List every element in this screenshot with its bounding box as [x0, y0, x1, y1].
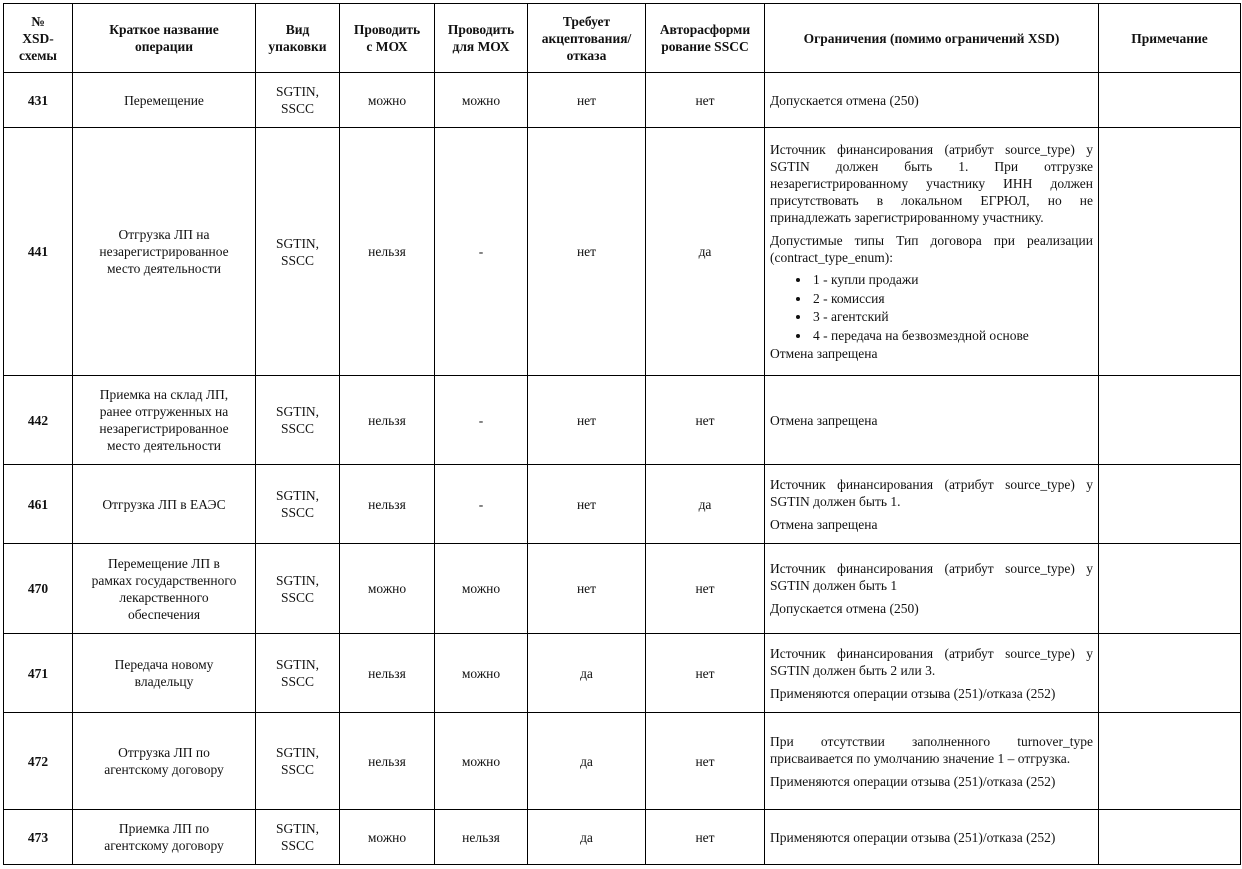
table-row	[4, 128, 1241, 376]
list-item: • 2 - комиссия	[811, 290, 1093, 309]
operation-name-cell: Отгрузка ЛП в ЕАЭС	[73, 465, 256, 544]
package-type-cell: SGTIN, SSCC	[256, 465, 340, 544]
operation-name-cell: Приемка на склад ЛП, ранее отгруженных на незарегистрированное место деятельности	[73, 376, 256, 465]
with-mox-cell: нельзя	[340, 128, 435, 376]
xsd-number-cell: 470	[4, 544, 73, 634]
operation-name-cell: Перемещение ЛП в рамках государственного лекарственного обеспечения	[73, 544, 256, 634]
for-mox-cell: можно	[435, 713, 528, 810]
limitations-cell: Допускается отмена (250)	[765, 73, 1099, 128]
note-cell	[1099, 634, 1241, 713]
xsd-number-cell: 442	[4, 376, 73, 465]
package-type-cell: SGTIN, SSCC	[256, 376, 340, 465]
for-mox-cell: -	[435, 128, 528, 376]
acceptance-cell: нет	[528, 73, 646, 128]
operation-name-cell: Приемка ЛП по агентскому договору	[73, 810, 256, 865]
list-item: • 1 - купли продажи	[811, 271, 1093, 290]
table-row	[4, 465, 1241, 544]
for-mox-cell: нельзя	[435, 810, 528, 865]
sscc-auto-cell: да	[646, 128, 765, 376]
operation-name-cell: Передача новому владельцу	[73, 634, 256, 713]
with-mox-cell: нельзя	[340, 465, 435, 544]
sscc-auto-cell: нет	[646, 376, 765, 465]
acceptance-cell: да	[528, 634, 646, 713]
package-type-cell: SGTIN, SSCC	[256, 634, 340, 713]
xsd-number-cell: 473	[4, 810, 73, 865]
sscc-auto-cell: нет	[646, 713, 765, 810]
list-item: • 4 - передача на безвозмездной основе	[811, 327, 1093, 346]
note-cell	[1099, 376, 1241, 465]
acceptance-cell: да	[528, 810, 646, 865]
xsd-number-cell: 441	[4, 128, 73, 376]
header-operation-name: Краткое название операции	[73, 4, 256, 73]
xsd-number-cell: 461	[4, 465, 73, 544]
sscc-auto-cell: нет	[646, 810, 765, 865]
for-mox-cell: можно	[435, 634, 528, 713]
package-type-cell: SGTIN, SSCC	[256, 713, 340, 810]
for-mox-cell: можно	[435, 544, 528, 634]
xsd-number-cell: 471	[4, 634, 73, 713]
table-row	[4, 810, 1241, 865]
header-limitations: Ограничения (помимо ограничений XSD)	[765, 4, 1099, 73]
header-with-mox: Проводить с МОХ	[340, 4, 435, 73]
for-mox-cell: можно	[435, 73, 528, 128]
note-cell	[1099, 73, 1241, 128]
acceptance-cell: нет	[528, 376, 646, 465]
limitations-cell: Отмена запрещена	[765, 376, 1099, 465]
with-mox-cell: нельзя	[340, 376, 435, 465]
sscc-auto-cell: нет	[646, 73, 765, 128]
table-row	[4, 544, 1241, 634]
package-type-cell: SGTIN, SSCC	[256, 810, 340, 865]
with-mox-cell: нельзя	[340, 713, 435, 810]
with-mox-cell: нельзя	[340, 634, 435, 713]
limitations-cell: При отсутствии заполненного turnover_type присваивается по умолчанию значение 1 – отгрузка. Применяются операции отзыва (251)/отказа (252)	[765, 713, 1099, 810]
package-type-cell: SGTIN, SSCC	[256, 544, 340, 634]
limitations-cell: Источник финансирования (атрибут source_type) у SGTIN должен быть 1 Допускается отмена (250)	[765, 544, 1099, 634]
table-row	[4, 634, 1241, 713]
header-note: Примечание	[1099, 4, 1241, 73]
with-mox-cell: можно	[340, 810, 435, 865]
note-cell	[1099, 810, 1241, 865]
note-cell	[1099, 544, 1241, 634]
with-mox-cell: можно	[340, 73, 435, 128]
package-type-cell: SGTIN, SSCC	[256, 73, 340, 128]
for-mox-cell: -	[435, 376, 528, 465]
note-cell	[1099, 713, 1241, 810]
limitations-cell: Источник финансирования (атрибут source_type) у SGTIN должен быть 1. При отгрузке незарегистрированному участнику ИНН должен присутствовать в локальном ЕГРЮЛ, но не принадлежать зарегистрированному участнику. Допустимые типы Тип договора при реализации (contract_type_enum): • 1 - купли продажи • 2 - комиссия • 3 - агентский • 4 - передача на безвозмездной основе Отмена запрещена	[765, 128, 1099, 376]
sscc-auto-cell: нет	[646, 544, 765, 634]
operation-name-cell: Перемещение	[73, 73, 256, 128]
with-mox-cell: можно	[340, 544, 435, 634]
header-for-mox: Проводить для МОХ	[435, 4, 528, 73]
header-xsd-number: № XSD- схемы	[4, 4, 73, 73]
note-cell	[1099, 465, 1241, 544]
for-mox-cell: -	[435, 465, 528, 544]
header-sscc-auto: Авторасформи рование SSCC	[646, 4, 765, 73]
table-row	[4, 73, 1241, 128]
xsd-number-cell: 472	[4, 713, 73, 810]
list-item: • 3 - агентский	[811, 308, 1093, 327]
limitations-cell: Применяются операции отзыва (251)/отказа (252)	[765, 810, 1099, 865]
table-row	[4, 376, 1241, 465]
acceptance-cell: да	[528, 713, 646, 810]
package-type-cell: SGTIN, SSCC	[256, 128, 340, 376]
contract-type-list	[770, 271, 1093, 345]
acceptance-cell: нет	[528, 128, 646, 376]
xsd-number-cell: 431	[4, 73, 73, 128]
acceptance-cell: нет	[528, 465, 646, 544]
header-acceptance: Требует акцептования/ отказа	[528, 4, 646, 73]
header-package-type: Вид упаковки	[256, 4, 340, 73]
operation-name-cell: Отгрузка ЛП по агентскому договору	[73, 713, 256, 810]
limitations-cell: Источник финансирования (атрибут source_type) у SGTIN должен быть 2 или 3. Применяются операции отзыва (251)/отказа (252)	[765, 634, 1099, 713]
operation-name-cell: Отгрузка ЛП на незарегистрированное место деятельности	[73, 128, 256, 376]
note-cell	[1099, 128, 1241, 376]
sscc-auto-cell: да	[646, 465, 765, 544]
table-row	[4, 713, 1241, 810]
limitations-cell: Источник финансирования (атрибут source_type) у SGTIN должен быть 1. Отмена запрещена	[765, 465, 1099, 544]
acceptance-cell: нет	[528, 544, 646, 634]
header-row	[4, 4, 1241, 73]
sscc-auto-cell: нет	[646, 634, 765, 713]
operations-table	[3, 3, 1241, 865]
